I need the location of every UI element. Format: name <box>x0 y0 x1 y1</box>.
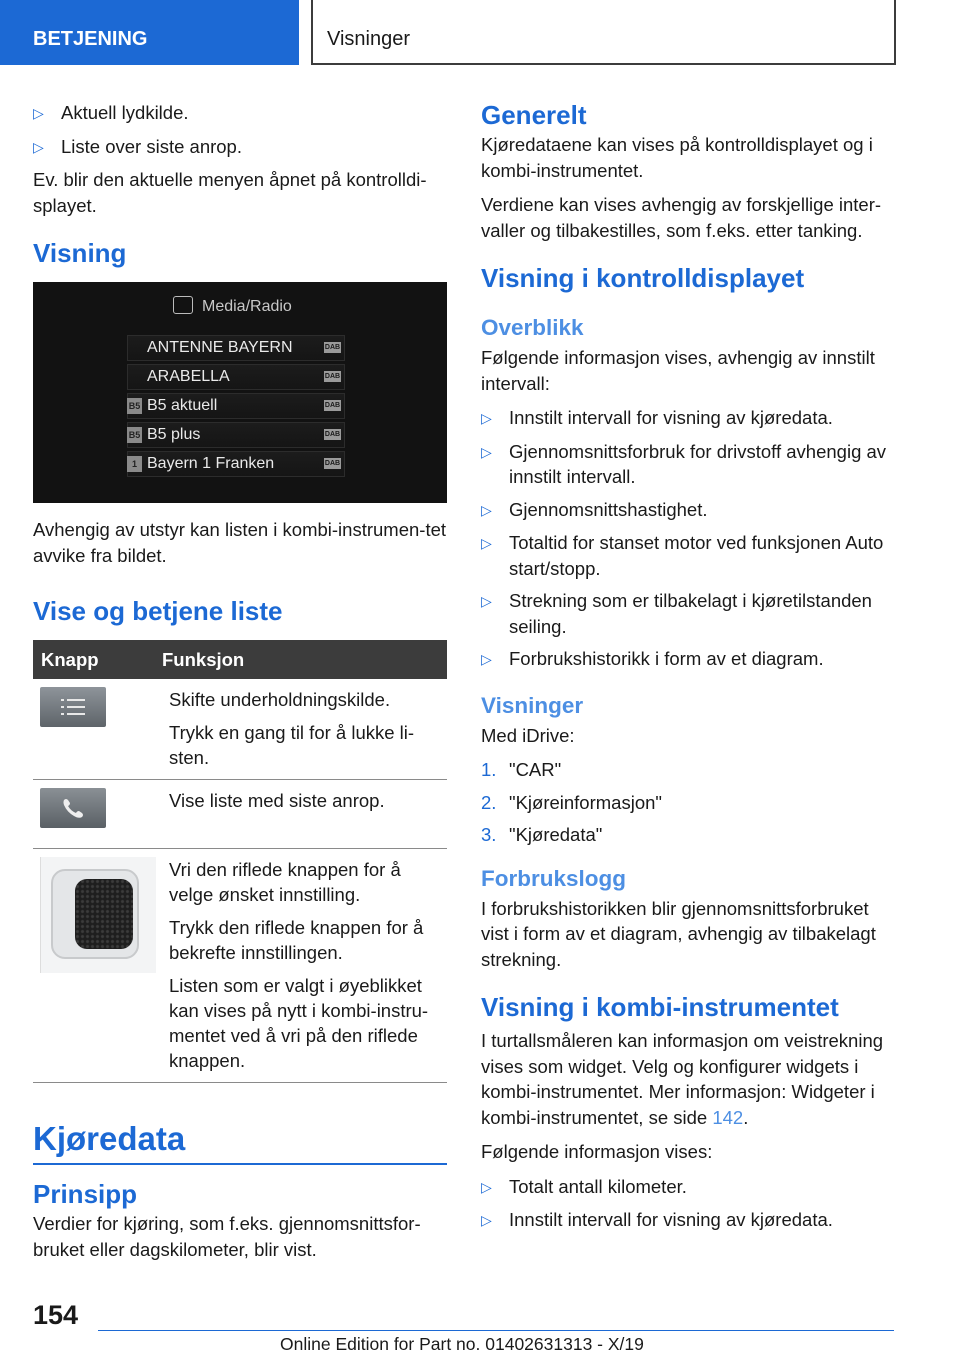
list-item: ▷ Totalt antall kilometer. <box>481 1174 895 1201</box>
step-item: 1. "CAR" <box>481 759 562 780</box>
bullet-triangle-icon: ▷ <box>481 410 492 426</box>
left-column <box>33 100 447 1271</box>
right-column <box>481 100 895 1241</box>
footer-divider <box>98 1330 894 1331</box>
table-header <box>33 640 447 679</box>
heading-visning-kombi: Visning i kombi-instrumentet <box>481 992 839 1022</box>
dab-badge: DAB <box>324 373 341 380</box>
bullet-triangle-icon: ▷ <box>481 593 492 609</box>
table-row <box>33 849 447 1083</box>
list-button-icon <box>40 687 106 727</box>
bullet-triangle-icon: ▷ <box>33 138 44 155</box>
bullet-triangle-icon: ▷ <box>481 535 492 551</box>
list-item: ▷ Gjennomsnittshastighet. <box>481 497 895 524</box>
table-cell-text: Trykk den riflede knappen for å bekrefte innstillingen. <box>169 917 424 963</box>
station-logo-icon: 1 <box>127 456 142 472</box>
section-tab: BETJENING <box>0 0 299 65</box>
page-number: 154 <box>33 1300 79 1330</box>
heading-overblikk: Overblikk <box>481 315 584 340</box>
list-item: ▷ Aktuell lydkilde. <box>33 100 447 127</box>
station-row: B5 B5 aktuell <box>127 393 345 419</box>
station-logo-icon: B5 <box>127 398 142 414</box>
step-item: 3. "Kjøredata" <box>481 824 603 845</box>
table-cell-text: Vri den riflede knappen for å velge ønsket innstilling. <box>169 859 401 905</box>
bullet-triangle-icon: ▷ <box>33 105 44 121</box>
list-item: ▷ Forbrukshistorikk i form av et diagram. <box>481 646 895 673</box>
list-item: ▷ Innstilt intervall for visning av kjøredata. <box>481 1207 895 1234</box>
table-cell-text: Vise liste med siste anrop. <box>169 790 385 811</box>
station-row: 1 Bayern 1 Franken <box>127 451 345 477</box>
station-logo-icon: B5 <box>127 427 142 443</box>
controller-knob-icon <box>40 857 156 973</box>
dab-badge: DAB <box>324 344 341 351</box>
step-item: 2. "Kjøreinformasjon" <box>481 791 662 813</box>
list-item: ▷ Totaltid for stanset motor ved funksjonen Auto start/stopp. <box>481 530 895 581</box>
column-header: Funksjon <box>162 648 245 670</box>
table-cell-text: Skifte underholdningskilde. <box>169 689 391 710</box>
station-row: ARABELLA <box>127 364 345 390</box>
phone-button-icon <box>40 788 106 828</box>
paragraph: Avhengig av utstyr kan listen i kombi-instrumen-tet avvike fra bildet. <box>33 519 447 566</box>
list-item: ▷ Liste over siste anrop. <box>33 134 447 161</box>
bullet-triangle-icon: ▷ <box>481 501 492 518</box>
paragraph: Verdiene kan vises avhengig av forskjellige inter-valler og tilbakestilles, som f.eks. etter tanking. <box>481 194 882 241</box>
table-row <box>33 679 447 780</box>
dab-badge: DAB <box>324 402 341 409</box>
column-header: Knapp <box>41 648 99 670</box>
heading-visning: Visning <box>33 238 127 268</box>
paragraph: Ev. blir den aktuelle menyen åpnet på kontrolldi-splayet. <box>33 169 427 216</box>
list-item: ▷ Strekning som er tilbakelagt i kjøretilstanden seiling. <box>481 588 895 639</box>
page-reference-link[interactable]: 142 <box>712 1106 744 1128</box>
dab-badge: DAB <box>324 460 341 467</box>
paragraph: Med iDrive: <box>481 724 575 746</box>
paragraph: Kjøredataene kan vises på kontrolldisplayet og i kombi-instrumentet. <box>481 134 873 181</box>
bullet-triangle-icon: ▷ <box>481 651 492 667</box>
table-cell-text: Trykk en gang til for å lukke li-sten. <box>169 722 415 768</box>
chapter-title: Visninger <box>311 0 896 65</box>
footer-edition: Online Edition for Part no. 01402631313 - X/19 <box>280 1334 644 1354</box>
paragraph: I turtallsmåleren kan informasjon om veistrekning vises som widget. Velg og konfigurer widgets i kombi-instrumentet. Mer informasjon: Widgeter i kombi-instrumentet, se side 142. <box>481 1030 884 1128</box>
media-radio-icon <box>173 296 193 314</box>
paragraph: Følgende informasjon vises, avhengig av innstilt intervall: <box>481 347 875 394</box>
paragraph: Følgende informasjon vises: <box>481 1141 713 1162</box>
screenshot-title: Media/Radio <box>173 298 292 316</box>
list-item: ▷ Innstilt intervall for visning av kjøredata. <box>481 405 895 432</box>
station-row: ANTENNE BAYERN <box>127 335 345 361</box>
table-row <box>33 780 447 849</box>
heading-forbrukslogg: Forbrukslogg <box>481 865 626 891</box>
button-function-table <box>33 640 447 1083</box>
dab-badge: DAB <box>324 431 341 438</box>
media-radio-screenshot <box>33 282 447 503</box>
list-item: ▷ Gjennomsnittsforbruk for drivstoff avhengig av innstilt intervall. <box>481 439 895 490</box>
heading-generelt: Generelt <box>481 100 587 130</box>
station-row: B5 B5 plus <box>127 422 345 448</box>
bullet-triangle-icon: ▷ <box>481 443 492 460</box>
heading-vise-og-betjene-liste: Vise og betjene liste <box>33 596 283 626</box>
table-cell-text: Listen som er valgt i øyeblikket kan vises på nytt i kombi-instru-mentet ved å vri på den riflede knappen. <box>169 975 429 1071</box>
chapter-heading-kjoredata: Kjøredata <box>33 1117 447 1165</box>
bullet-triangle-icon: ▷ <box>481 1178 492 1195</box>
heading-visninger: Visninger <box>481 692 584 718</box>
heading-prinsipp: Prinsipp <box>33 1179 138 1209</box>
heading-visning-kontrolldisplay: Visning i kontrolldisplayet <box>481 263 805 293</box>
paragraph: I forbrukshistorikken blir gjennomsnittsforbruket vist i form av et diagram, avhengig av tilbakelagt strekning. <box>481 897 876 970</box>
bullet-triangle-icon: ▷ <box>481 1212 492 1228</box>
paragraph: Verdier for kjøring, som f.eks. gjennomsnittsfor-bruket eller dagskilometer, blir vist. <box>33 1213 421 1260</box>
